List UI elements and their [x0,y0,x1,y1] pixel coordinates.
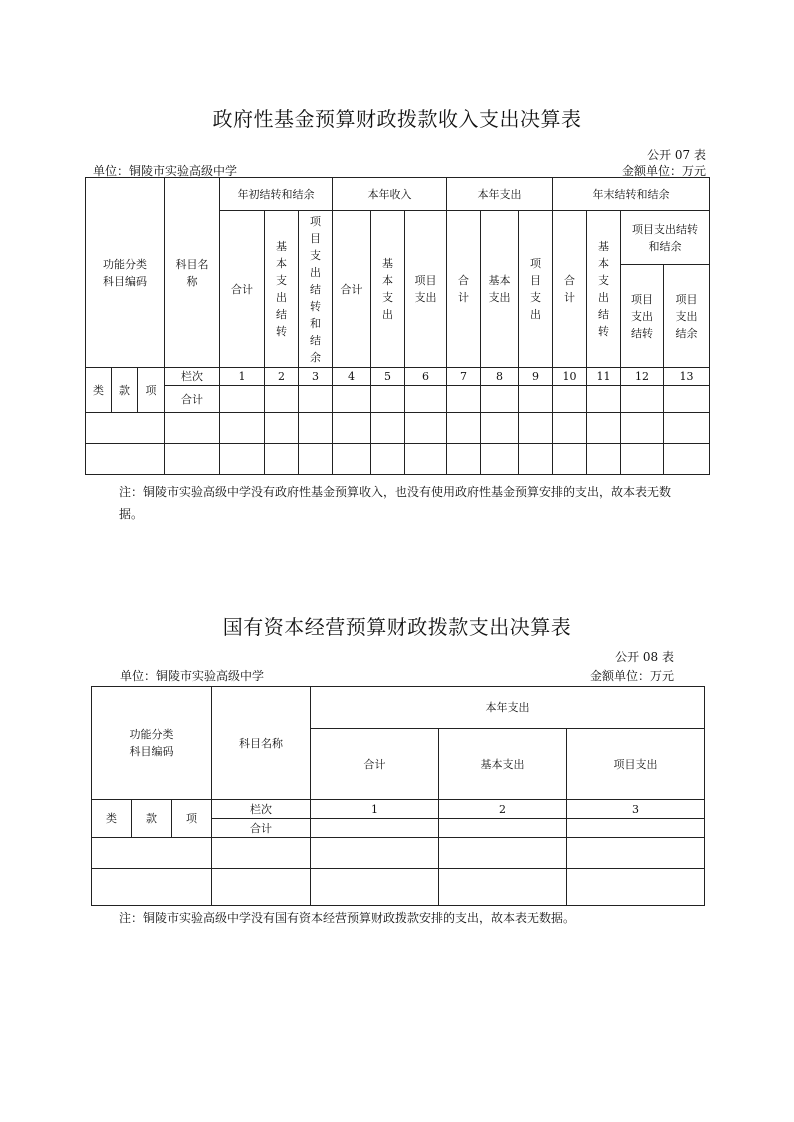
end-project-surplus-header: 项目 支出 结余 [664,265,710,368]
col-number: 7 [447,368,481,386]
income-project-header: 项目 支出 [405,211,447,368]
report1-table [85,177,710,475]
report2-note: 注：铜陵市实验高级中学没有国有资本经营预算财政拨款安排的支出，故本表无数据。 [119,911,576,925]
report2-title: 国有资本经营预算财政拨款支出决算表 [222,615,572,639]
total-header: 合计 [311,729,439,800]
basic-expense-header: 基本支出 [439,729,567,800]
table-row [86,444,710,475]
total-row-label: 合计 [212,819,311,838]
kuan-header: 款 [112,368,138,413]
col-number: 6 [405,368,447,386]
report1-amount-unit: 金额单位：万元 [621,164,706,178]
col-number: 4 [333,368,371,386]
col-number: 1 [220,368,265,386]
end-project-carry-header: 项目 支出 结转 [621,265,664,368]
expense-basic-header: 基本 支出 [481,211,519,368]
subject-name-header: 科目名称 [212,687,311,800]
income-total-header: 合计 [333,211,371,368]
project-expense-header: 项目支出 [567,729,705,800]
table-row [92,869,705,906]
lanci-label: 栏次 [165,368,220,386]
report1-title: 政府性基金预算财政拨款收入支出决算表 [212,107,582,131]
start-basic-carry-header: 基 本 支 出 结 转 [265,211,299,368]
report2-unit: 单位：铜陵市实验高级中学 [120,669,265,683]
col-number: 8 [481,368,519,386]
end-total-header: 合 计 [553,211,587,368]
xiang-header: 项 [172,800,212,838]
col-number: 2 [265,368,299,386]
total-row-label: 合计 [165,386,220,413]
col-number: 5 [371,368,405,386]
col-number: 10 [553,368,587,386]
col-number: 12 [621,368,664,386]
expense-header: 本年支出 [447,178,553,211]
kuan-header: 款 [132,800,172,838]
income-basic-header: 基 本 支 出 [371,211,405,368]
start-project-carry-header: 项 目 支 出 结 转 和 结 余 [299,211,333,368]
report2-code: 公开 08 表 [615,650,674,664]
expense-project-header: 项 目 支 出 [519,211,553,368]
func-class-header: 功能分类 科目编码 [92,687,212,800]
start-total-header: 合计 [220,211,265,368]
report2-amount-unit: 金额单位：万元 [589,669,674,683]
lei-header: 类 [92,800,132,838]
expense-header: 本年支出 [311,687,705,729]
end-project-group-header: 项目支出结转 和结余 [621,211,710,265]
col-number: 3 [299,368,333,386]
xiang-header: 项 [138,368,165,413]
start-balance-header: 年初结转和结余 [220,178,333,211]
col-number: 1 [311,800,439,819]
table-row [86,413,710,444]
lanci-label: 栏次 [212,800,311,819]
end-balance-header: 年末结转和结余 [553,178,710,211]
table-row [92,838,705,869]
report2-table [91,686,705,906]
subject-name-header: 科目名 称 [165,178,220,368]
end-basic-carry-header: 基 本 支 出 结 转 [587,211,621,368]
col-number: 9 [519,368,553,386]
report1-note: 注：铜陵市实验高级中学没有政府性基金预算收入，也没有使用政府性基金预算安排的支出，故本表无数据。 [119,485,672,521]
lei-header: 类 [86,368,112,413]
report1-code: 公开 07 表 [647,148,706,162]
col-number: 11 [587,368,621,386]
income-header: 本年收入 [333,178,447,211]
report1-unit: 单位：铜陵市实验高级中学 [93,164,238,178]
func-class-header: 功能分类 科目编码 [86,178,165,368]
expense-total-header: 合 计 [447,211,481,368]
col-number: 2 [439,800,567,819]
col-number: 13 [664,368,710,386]
col-number: 3 [567,800,705,819]
